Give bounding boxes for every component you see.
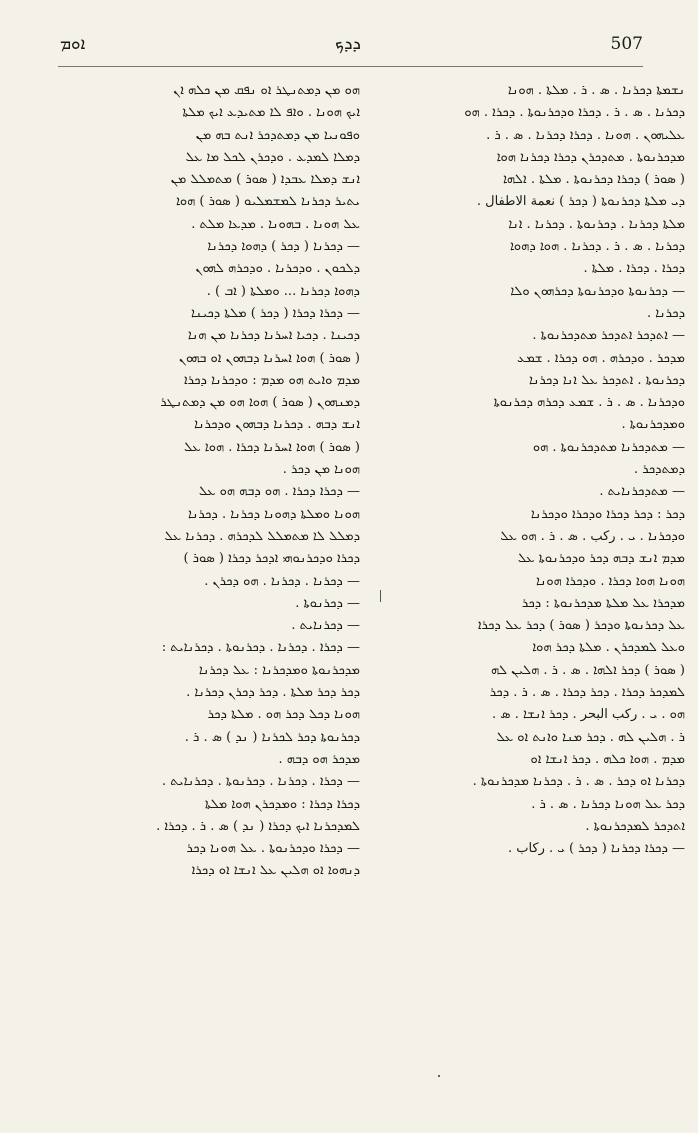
text-line: ܡܕܡ ܐܢܫ ܕܒܗ ܕܟܪ ܘܕܟܪܢܘܬܐ ܥܠ — [517, 551, 685, 567]
text-line: — ܕܟܪܐ ܘܕܟܪܢܘܬܐ . ܥܠ ܗܘܢܐ ܕܟܪ — [186, 841, 360, 857]
text-line: ܘܕܟܪܢܐ . ܝ . ركب . ܣ . ܪ . ܗܘ ܥܠ — [500, 528, 685, 544]
text-line: ܡܕܡ ܘܐܝܬ ܗܘ ܡܕܡ : ܘܕܟܪܢܐ ܕܟܪܐ — [183, 372, 360, 388]
text-line: ܥܠ ܗܘܢܐ . ܒܗܘܢܐ . ܡܕܥܐ ܡܠܬ . — [191, 216, 360, 232]
text-line: ܠܡܕܟܪܢܐ ܐܝܟ ܕܟܪܐ ( ܢܕ ) ܣ . ܪ . ܕܟܪܐ . — [156, 818, 360, 834]
text-line: ܡܕܟܪ . ܘܕܟܪܗ . ܗܘ ܕܟܪܐ . ܫܡܥ — [517, 350, 685, 366]
text-line: ܥܠܝܗܘܢ . ܗܘܢܐ . ܕܟܪܐ ܕܟܪܢܐ . ܣ . ܪ . — [486, 127, 685, 143]
text-line: ܐܢܫ ܕܒܗ . ܕܟܪܢܐ ܕܒܗܘܢ ܘܕܟܪܢܐ — [194, 417, 360, 433]
header-left-word: ܐܘܡ — [60, 34, 86, 54]
text-line: ܝܬܝܪ ܕܟܪܢܐ ܠܡܫܡܠܝܘ ( ܣܘܪ ) ܗܘܐ — [175, 194, 360, 210]
text-line: ( ܣܘܪ ) ܕܟܪܐ ܕܟܪܢܘܬܐ . ܡܠܬܐ . ܐܠܗܐ — [503, 172, 685, 188]
header-rule — [58, 66, 643, 67]
text-line: ܡܕܟܪ ܗܘ ܕܒܗ . — [278, 751, 360, 767]
text-line: ܕܡܠܠ ܠܐ ܡܬܡܠܠ ܠܕܟܪܗ . ܕܟܪܢܐ ܥܠ — [164, 528, 360, 544]
text-line: — ܕܟܪܐ ܕܟܪܐ ( ܕܟܪ ) ܡܠܬܐ ܕܟܝܢܐ — [190, 305, 360, 321]
text-line: ܕܠܟܘܢ . ܘܕܟܪܢܐ . ܘܕܟܪܗ ܠܗܘܢ — [195, 261, 360, 277]
text-line: ܡܕܡ . ܗܘܐ ܟܠܗ . ܕܟܪ ܐܢܫܐ ܐܘ — [530, 751, 685, 767]
text-line: ܕܟܪܐ . ܕܟܪܐ . ܡܠܬܐ . — [583, 261, 685, 277]
text-line: ܕܟܪܢܐ ܐܘ ܕܟܪ . ܣ . ܪ . ܕܟܪܢܐ ܡܕܟܪܢܘܬܐ . — [472, 774, 685, 790]
text-line: ܗܘ . ܝ . ركب البحر . ܕܟܪ ܐܢܫܐ . ܣ . — [492, 707, 685, 723]
text-line: ܕܡܬܕܟܪ . — [633, 462, 685, 478]
margin-mark — [380, 590, 381, 602]
text-line: ܕܟܪܐ ܘܕܟܪܢܘܗܝ ܐܕܟܪ ܕܟܪܐ ( ܣܘܪ ) — [183, 551, 360, 567]
text-line: ܥܠ ܕܟܪܢܘܬܐ ܘܕܟܪ ( ܣܘܪ ) ܕܟܪ ܥܠ ܕܟܪܐ — [477, 618, 685, 634]
text-line: ܗܘܢܐ ܘܡܠܬܐ ܕܗܘܢܐ ܕܟܪܢܐ . ܕܟܪܢܐ — [188, 506, 360, 522]
text-line: ( ܣܘܪ ) ܕܟܪ ܐܠܗܐ . ܣ . ܪ . ܗܠܝܢ ܠܗ — [491, 662, 685, 678]
text-line: ܕܟܪܢܘܬܐ ܕܟܪ ܠܟܪܢܐ ( ܢܕ ) ܣ . ܪ . — [184, 729, 360, 745]
text-line: ܐܝܟ ܗܘܢܐ . ܘܐܦ ܠܐ ܡܬܝܕܥ ܐܝܟ ܡܠܬܐ — [182, 105, 360, 121]
footer-dot — [438, 1075, 440, 1077]
text-line: ( ܣܘܪ ) ܗܘܐ ܐܚܪܢܐ ܕܒܗܘܢ ܐܘ ܒܗܘܢ — [178, 350, 360, 366]
header-center-word: ܕܕܟ — [334, 34, 361, 54]
text-line: — ܕܟܪܢܐܝܬ . — [291, 618, 360, 634]
text-line: ܗܘ ܡܢ ܕܡܬܢܛܪ ܐܘ ܢܦܩ ܡܢ ܟܠܗ ܐܢ — [173, 83, 360, 98]
text-line: ܗܘܢܐ ܡܢ ܕܟܪ . — [282, 462, 360, 478]
text-line: — ܕܟܪܐ ܕܟܪܢܐ ( ܕܟܪ ) ܝ . ركاب . — [507, 841, 685, 857]
text-line: ܘܕܟܪܢܐ . ܣ . ܪ . ܫܡܥ ܕܟܪܗ ܕܟܪܢܘܬܐ — [493, 395, 685, 411]
text-line: ܐܬܕܟܪ ܠܡܕܟܪܢܘܬܐ . — [585, 818, 685, 834]
text-line: — ܡܬܕܟܪܢܐ ܡܬܕܟܪܢܘܬܐ . ܗܘ — [532, 439, 685, 455]
text-line: — ܐܬܕܟܪ ܐܬܕܟܪ ܡܬܕܟܪܢܘܬܐ . — [532, 328, 685, 344]
text-line: ܐܢܫ ܕܡܠܐ ܥܒܕܐ ( ܣܘܪ ) ܡܬܡܠܠ ܡܢ — [170, 172, 360, 188]
text-line: ܕܟܪܢܐ . ܣ . ܪ . ܕܟܪܐ ܘܕܟܪܢܘܬܐ . ܕܟܪܐ . ܗܘ — [464, 105, 685, 121]
text-line: — ܕܟܪܢܘܬܐ . — [295, 595, 360, 611]
left-column — [60, 80, 360, 883]
text-line: ܠܡܕܟܪ ܕܟܪܐ . ܕܟܪ ܕܟܪܐ . ܣ . ܪ . ܕܟܪ — [489, 685, 685, 701]
text-line: ܕܡܢܗܘܢ ( ܣܘܪ ) ܗܘܐ ܗܘ ܡܢ ܕܡܬܢܛܪ — [160, 395, 360, 411]
text-line: ܕܟܪܢܘܬܐ . ܐܬܕܟܪ ܥܠ ܐܢܐ ܕܟܪܢܐ — [528, 372, 685, 388]
text-line: ܡܕܟܪܢܘܬܐ ܘܡܕܟܪܢܐ : ܥܠ ܕܟܪܢܐ — [198, 662, 360, 678]
text-line: ܕܟܝܢܐ . ܕܟܝܐ ܐܚܪܢܐ ܕܟܪܢܐ ܡܢ ܗܢܐ — [187, 328, 360, 344]
text-line: ܗܘܢܐ ܕܟܠ ܕܟܪ ܗܘ . ܡܠܬܐ ܕܟܪ — [207, 707, 360, 723]
text-line: ܕܝ ܡܠܬܐ ܕܟܪܢܘܬܐ ( ܕܟܪ ) نعمة الاطفال . — [476, 194, 685, 210]
text-line: ܕܟܪ : ܕܟܪ ܕܟܪܐ ܘܕܟܪܐ ܘܕܟܪܢܐ — [530, 506, 685, 522]
text-line: — ܕܟܪܢܐ . ܕܟܪܢܐ . ܗܘ ܕܟܪܢ . — [204, 573, 360, 589]
page-number: 507 — [610, 34, 643, 54]
text-line: ܘܡܕܟܪܢܘܬܐ . — [621, 417, 685, 433]
text-line: ܕܟܪܢܐ . — [646, 305, 685, 321]
text-line: ܘܦܘܢܝܐ ܡܢ ܕܡܬܕܟܪ ܐܢܬ ܒܗ ܡܢ — [195, 127, 360, 143]
text-line: ( ܣܘܪ ) ܗܘܐ ܐܚܪܢܐ ܕܟܪܐ . ܗܘܐ ܥܠ — [183, 439, 360, 455]
text-line: ܕܡܠܐ ܠܡܕܥ . ܘܕܟܪܢ ܠܟܠ ܡܐ ܥܠ — [185, 149, 360, 165]
text-line: — ܕܟܪܐ . ܕܟܪܢܐ . ܕܟܪܢܘܬܐ . ܕܟܪܢܐܝܬ : — [161, 640, 360, 656]
text-line: ܘܥܠ ܠܡܕܟܪܢ . ܡܠܬܐ ܕܟܪ ܗܘܐ — [532, 640, 685, 656]
text-line: ܕܟܪ ܕܟܪ ܡܠܬܐ . ܕܟܪ ܕܟܪܢ ܕܟܪܢܐ . — [186, 685, 360, 701]
text-line: — ܡܬܕܟܪܢܐܝܬ . — [599, 484, 685, 500]
text-line: ܗܘܢܐ ܗܘܐ ܕܟܪܐ . ܘܕܟܪܐ ܗܘܢܐ — [535, 573, 685, 589]
text-line: ܕܟܪܐ ܕܟܪܐ : ܘܡܕܟܪܢ ܗܘܐ ܡܠܬܐ — [204, 796, 360, 812]
text-line: — ܕܟܪܐ ܕܟܪܐ . ܗܘ ܕܒܗ ܗܘ ܥܠ — [198, 484, 360, 500]
text-line: ܡܕܟܪܢܘܬܐ . ܡܬܕܟܪܢ ܕܟܪܐ ܕܟܪܢܐ ܗܘܐ — [496, 149, 685, 165]
text-line: ܡܠܬܐ ܕܟܪܢܐ . ܕܟܪܢܘܬܐ . ܕܟܪܢܐ . ܐܢܐ — [508, 216, 685, 232]
right-column — [385, 80, 685, 860]
text-line: ܕܗܘܐ ܕܟܪܢܐ ... ܘܡܠܬܐ ( ܐܒ ) . — [206, 283, 360, 299]
text-line: ܡܕܟܪܐ ܥܠ ܡܠܬܐ ܡܕܟܪܢܘܬܐ : ܕܟܪ — [521, 595, 685, 611]
text-line: — ܕܟܪܢܐ ( ܕܟܪ ) ܕܗܘܐ ܕܟܪܢܐ — [207, 239, 360, 255]
text-line: ܕܟܪܢܐ . ܣ . ܪ . ܕܟܪܢܐ . ܗܘܐ ܕܗܘܐ — [510, 239, 685, 255]
text-line: — ܕܟܪܐ . ܕܟܪܢܐ . ܕܟܪܢܘܬܐ . ܕܟܪܢܐܝܬ . — [161, 774, 360, 790]
text-line: ܕܟܪ ܥܠ ܗܘܢܐ ܕܟܪܢܐ . ܣ . ܪ . — [531, 796, 685, 812]
text-line: ܢܫܡܬܐ ܕܟܪܢܐ . ܣ . ܪ . ܡܠܬܐ . ܗܘܢܐ — [507, 83, 685, 98]
text-line: ܕܢܗܘܐ ܐܘ ܗܠܝܢ ܥܠ ܐܢܫܐ ܐܘ ܕܟܪܐ — [191, 863, 360, 879]
page-header — [60, 30, 643, 58]
text-line: ܪ . ܗܠܝܢ ܠܗ . ܕܟܪ ܡܢܐ ܘܐܢܬ ܐܘ ܥܠ — [496, 729, 685, 745]
text-line: — ܕܟܪܢܘܬܐ ܘܕܟܪܢܘܬܐ ܕܟܪܗܘܢ ܘܠܐ — [510, 283, 685, 299]
